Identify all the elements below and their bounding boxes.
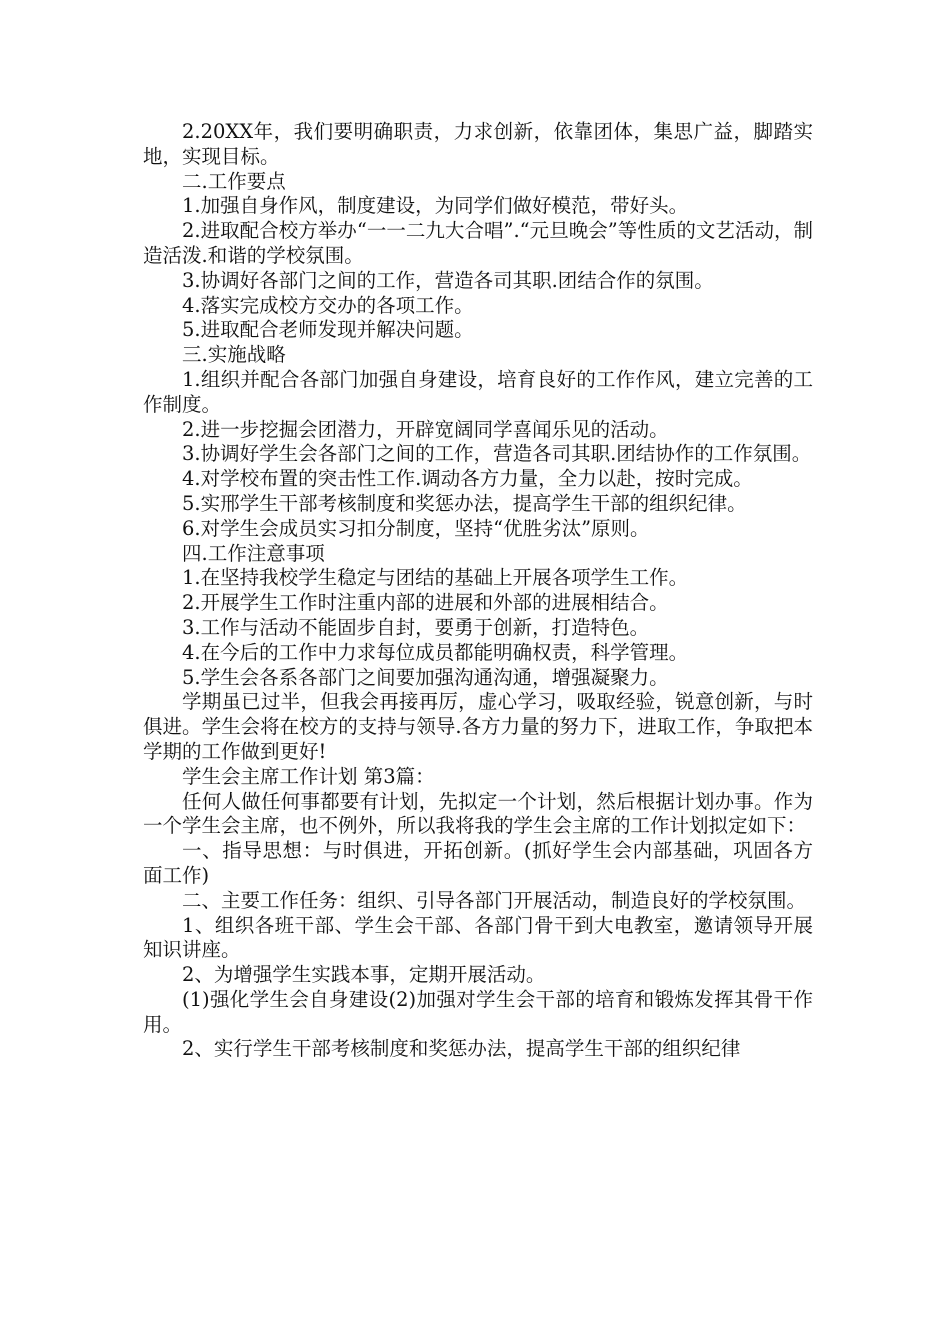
heading-notes: 四.工作注意事项: [182, 541, 325, 565]
paragraph-task-3: 2、实行学生干部考核制度和奖惩办法，提高学生干部的组织纪律: [182, 1037, 741, 1061]
paragraph-note-3: 3.工作与活动不能固步自封，要勇于创新，打造特色。: [182, 615, 650, 639]
paragraph-plan-intro: 任何人做任何事都要有计划，先拟定一个计划，然后根据计划办事。作为一个学生会主席，也不例外，所以我将我的学生会主席的工作计划拟定如下：: [143, 789, 813, 838]
paragraph-point-2: 2.进取配合校方举办“一一二九大合唱”.“元旦晚会”等性质的文艺活动，制造活泼.和谐的学校氛围。: [143, 219, 813, 267]
paragraph-strategy-4: 4.对学校布置的突击性工作.调动各方力量，全力以赴，按时完成。: [182, 467, 753, 491]
paragraph-strategy-6: 6.对学生会成员实习扣分制度，坚持“优胜劣汰”原则。: [182, 516, 650, 540]
paragraph-note-4: 4.在今后的工作中力求每位成员都能明确权责，科学管理。: [182, 640, 689, 664]
heading-work-points: 二.工作要点: [182, 169, 286, 193]
paragraph-task-1: 1、组织各班干部、学生会干部、各部门骨干到大电教室，邀请领导开展知识讲座。: [143, 913, 813, 962]
paragraph-task-2: 2、为增强学生实践本事，定期开展活动。: [182, 963, 546, 987]
heading-plan-3: 学生会主席工作计划 第3篇：: [182, 764, 435, 788]
paragraph-strategy-5: 5.实邢学生干部考核制度和奖惩办法，提高学生干部的组织纪律。: [182, 491, 747, 515]
paragraph-point-3: 3.协调好各部门之间的工作，营造各司其职.团结合作的氛围。: [182, 268, 714, 292]
paragraph-point-5: 5.进取配合老师发现并解决问题。: [182, 318, 474, 342]
paragraph-strategy-1: 1.组织并配合各部门加强自身建设，培育良好的工作作风，建立完善的工作制度。: [143, 367, 813, 416]
document-body: [143, 120, 813, 1062]
heading-strategy: 三.实施战略: [182, 343, 286, 367]
paragraph-note-1: 1.在坚持我校学生稳定与团结的基础上开展各项学生工作。: [182, 566, 689, 590]
paragraph-goal-2: 2.20XX年，我们要明确职责，力求创新，依靠团体，集思广益，脚踏实地，实现目标。: [143, 120, 813, 168]
paragraph-main-tasks: 二、主要工作任务：组织、引导各部门开展活动，制造良好的学校氛围。: [182, 888, 807, 912]
paragraph-guiding-idea: 一、指导思想：与时俱进，开拓创新。(抓好学生会内部基础，巩固各方面工作): [143, 839, 813, 887]
paragraph-strategy-2: 2.进一步挖掘会团潜力，开辟宽阔同学喜闻乐见的活动。: [182, 417, 669, 441]
paragraph-point-4: 4.落实完成校方交办的各项工作。: [182, 293, 474, 317]
paragraph-note-5: 5.学生会各系各部门之间要加强沟通沟通，增强凝聚力。: [182, 665, 669, 689]
paragraph-task-2-detail: (1)强化学生会自身建设(2)加强对学生会干部的培育和锻炼发挥其骨干作用。: [143, 987, 813, 1036]
paragraph-conclusion: 学期虽已过半，但我会再接再厉，虚心学习，吸取经验，锐意创新，与时俱进。学生会将在校方的支持与领导.各方力量的努力下，进取工作，争取把本学期的工作做到更好!: [143, 690, 813, 763]
paragraph-strategy-3: 3.协调好学生会各部门之间的工作，营造各司其职.团结协作的工作氛围。: [182, 442, 812, 466]
paragraph-note-2: 2.开展学生工作时注重内部的进展和外部的进展相结合。: [182, 591, 669, 615]
paragraph-point-1: 1.加强自身作风，制度建设，为同学们做好模范，带好头。: [182, 194, 689, 218]
